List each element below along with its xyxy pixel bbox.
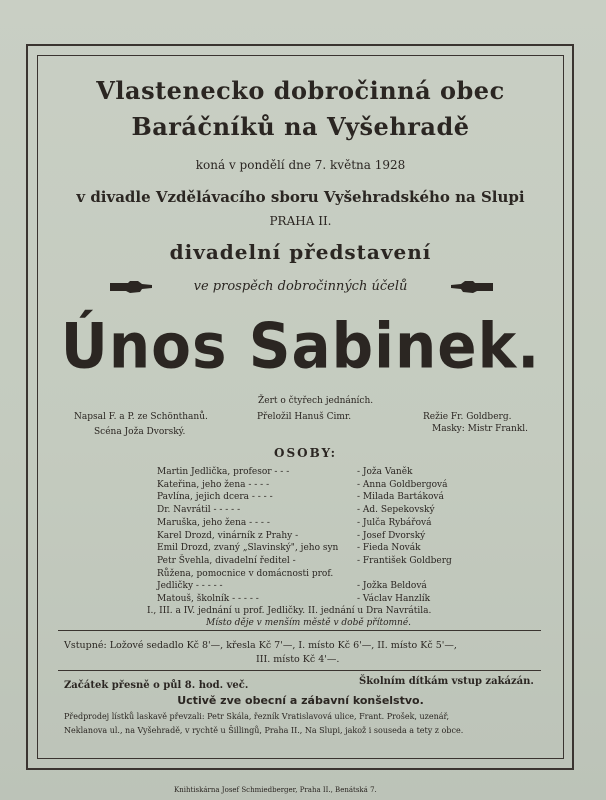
cast-row (157, 505, 532, 518)
cast-role: Martin Jedlička, profesor - - - (157, 467, 290, 477)
prices-line1: Vstupné: Ložové sedadlo Kč 8'—, křesla Kč 7'—, I. místo Kč 6'—, II. místo Kč 5'—, (64, 640, 457, 651)
cast-actor: - Fieda Novák (357, 543, 421, 554)
cast-actor: - František Goldberg (357, 555, 452, 566)
cast-row (157, 581, 532, 594)
header-event: divadelní představení (169, 240, 432, 264)
credit-authors: Napsal F. a P. ze Schönthanů. (74, 412, 208, 422)
cast-actor: - Milada Bartáková (357, 492, 444, 503)
cast-row (157, 518, 532, 531)
cast-role: Petr Švehla, divadelní ředitel - (157, 555, 296, 566)
cast-role: Karel Drozd, vinárník z Prahy - (157, 530, 299, 541)
header-line1: Vlastenecko dobročinná obec (96, 76, 505, 105)
cast-role: Matouš, školník - - - - - (157, 594, 259, 604)
children-notice: Školním dítkám vstup zakázán. (359, 676, 534, 687)
cast-actor: - Václav Hanzlík (357, 594, 431, 604)
play-subtitle: Žert o čtyřech jednáních. (258, 396, 374, 406)
start-time: Začátek přesně o půl 8. hod. več. (64, 680, 249, 691)
cast-heading: OSOBY: (274, 446, 338, 460)
header-line2: Baráčníků na Vyšehradě (131, 112, 470, 141)
credit-director: Režie Fr. Goldberg. (423, 412, 512, 422)
presale-line2: Neklanova ul., na Vyšehradě, v rychtě u Šillingů, Praha II., Na Slupi, jakož i souseda a tety z obce. (64, 726, 464, 735)
cast-note-place: Místo děje v menším městě v době přítomné. (206, 618, 412, 628)
cast-role: Dr. Navrátil - - - - - (157, 505, 241, 516)
play-title: Únos Sabinek. (60, 309, 541, 383)
cast-note-acts: I., III. a IV. jednání u prof. Jedličky. II. jednání u Dra Navrátila. (147, 606, 432, 616)
cast-role: Kateřina, jeho žena - - - - (157, 479, 270, 490)
cast-role: Růžena, pomocnice v domácnosti prof. (157, 568, 334, 579)
presale-line1: Předprodej lístků laskavě převzali: Petr Skála, řezník Vratislavová ulice, Frant. Prošek, uzenář, (64, 712, 450, 721)
cast-actor: - Josef Dvorský (357, 530, 426, 541)
cast-row (157, 531, 532, 544)
cast-role: Maruška, jeho žena - - - - (157, 517, 270, 528)
cast-role: Jedličky - - - - - (157, 581, 223, 592)
header-purpose: ve prospěch dobročinných účelů (193, 279, 408, 294)
cast-row (157, 543, 532, 556)
cast-role: Pavlína, jejich dcera - - - - (157, 492, 273, 503)
cast-actor: - Joža Vaněk (357, 467, 413, 477)
pointing-hand-left-icon (449, 278, 495, 296)
cast-actor: - Julča Rybářová (357, 517, 432, 528)
header-city: PRAHA II. (269, 214, 332, 228)
cast-row (157, 556, 532, 569)
credit-masks: Masky: Mistr Frankl. (432, 424, 529, 434)
header-date: koná v pondělí dne 7. května 1928 (195, 158, 406, 172)
printer-imprint: Knihtiskárna Josef Schmiedberger, Praha II., Benátská 7. (174, 786, 377, 794)
credit-translator: Přeložil Hanuš Cimr. (257, 412, 352, 422)
header-venue: v divadle Vzdělávacího sboru Vyšehradského na Slupi (76, 188, 525, 206)
cast-row (157, 569, 532, 582)
credit-scene: Scéna Joža Dvorský. (94, 427, 186, 437)
cast-actor: - Ad. Sepekovský (357, 505, 435, 516)
cast-row (157, 492, 532, 505)
cast-role: Emil Drozd, zvaný „Slavinský", jeho syn (157, 543, 339, 554)
cast-row (157, 467, 532, 480)
divider-top (58, 630, 541, 631)
cast-actor: - Anna Goldbergová (357, 479, 448, 490)
cast-actor: - Jožka Beldová (357, 581, 427, 592)
cast-row (157, 480, 532, 493)
divider-bottom (58, 670, 541, 671)
prices-line2: III. místo Kč 4'—. (256, 654, 340, 665)
invitation: Uctivě zve obecní a zábavní konšelstvo. (177, 694, 424, 707)
